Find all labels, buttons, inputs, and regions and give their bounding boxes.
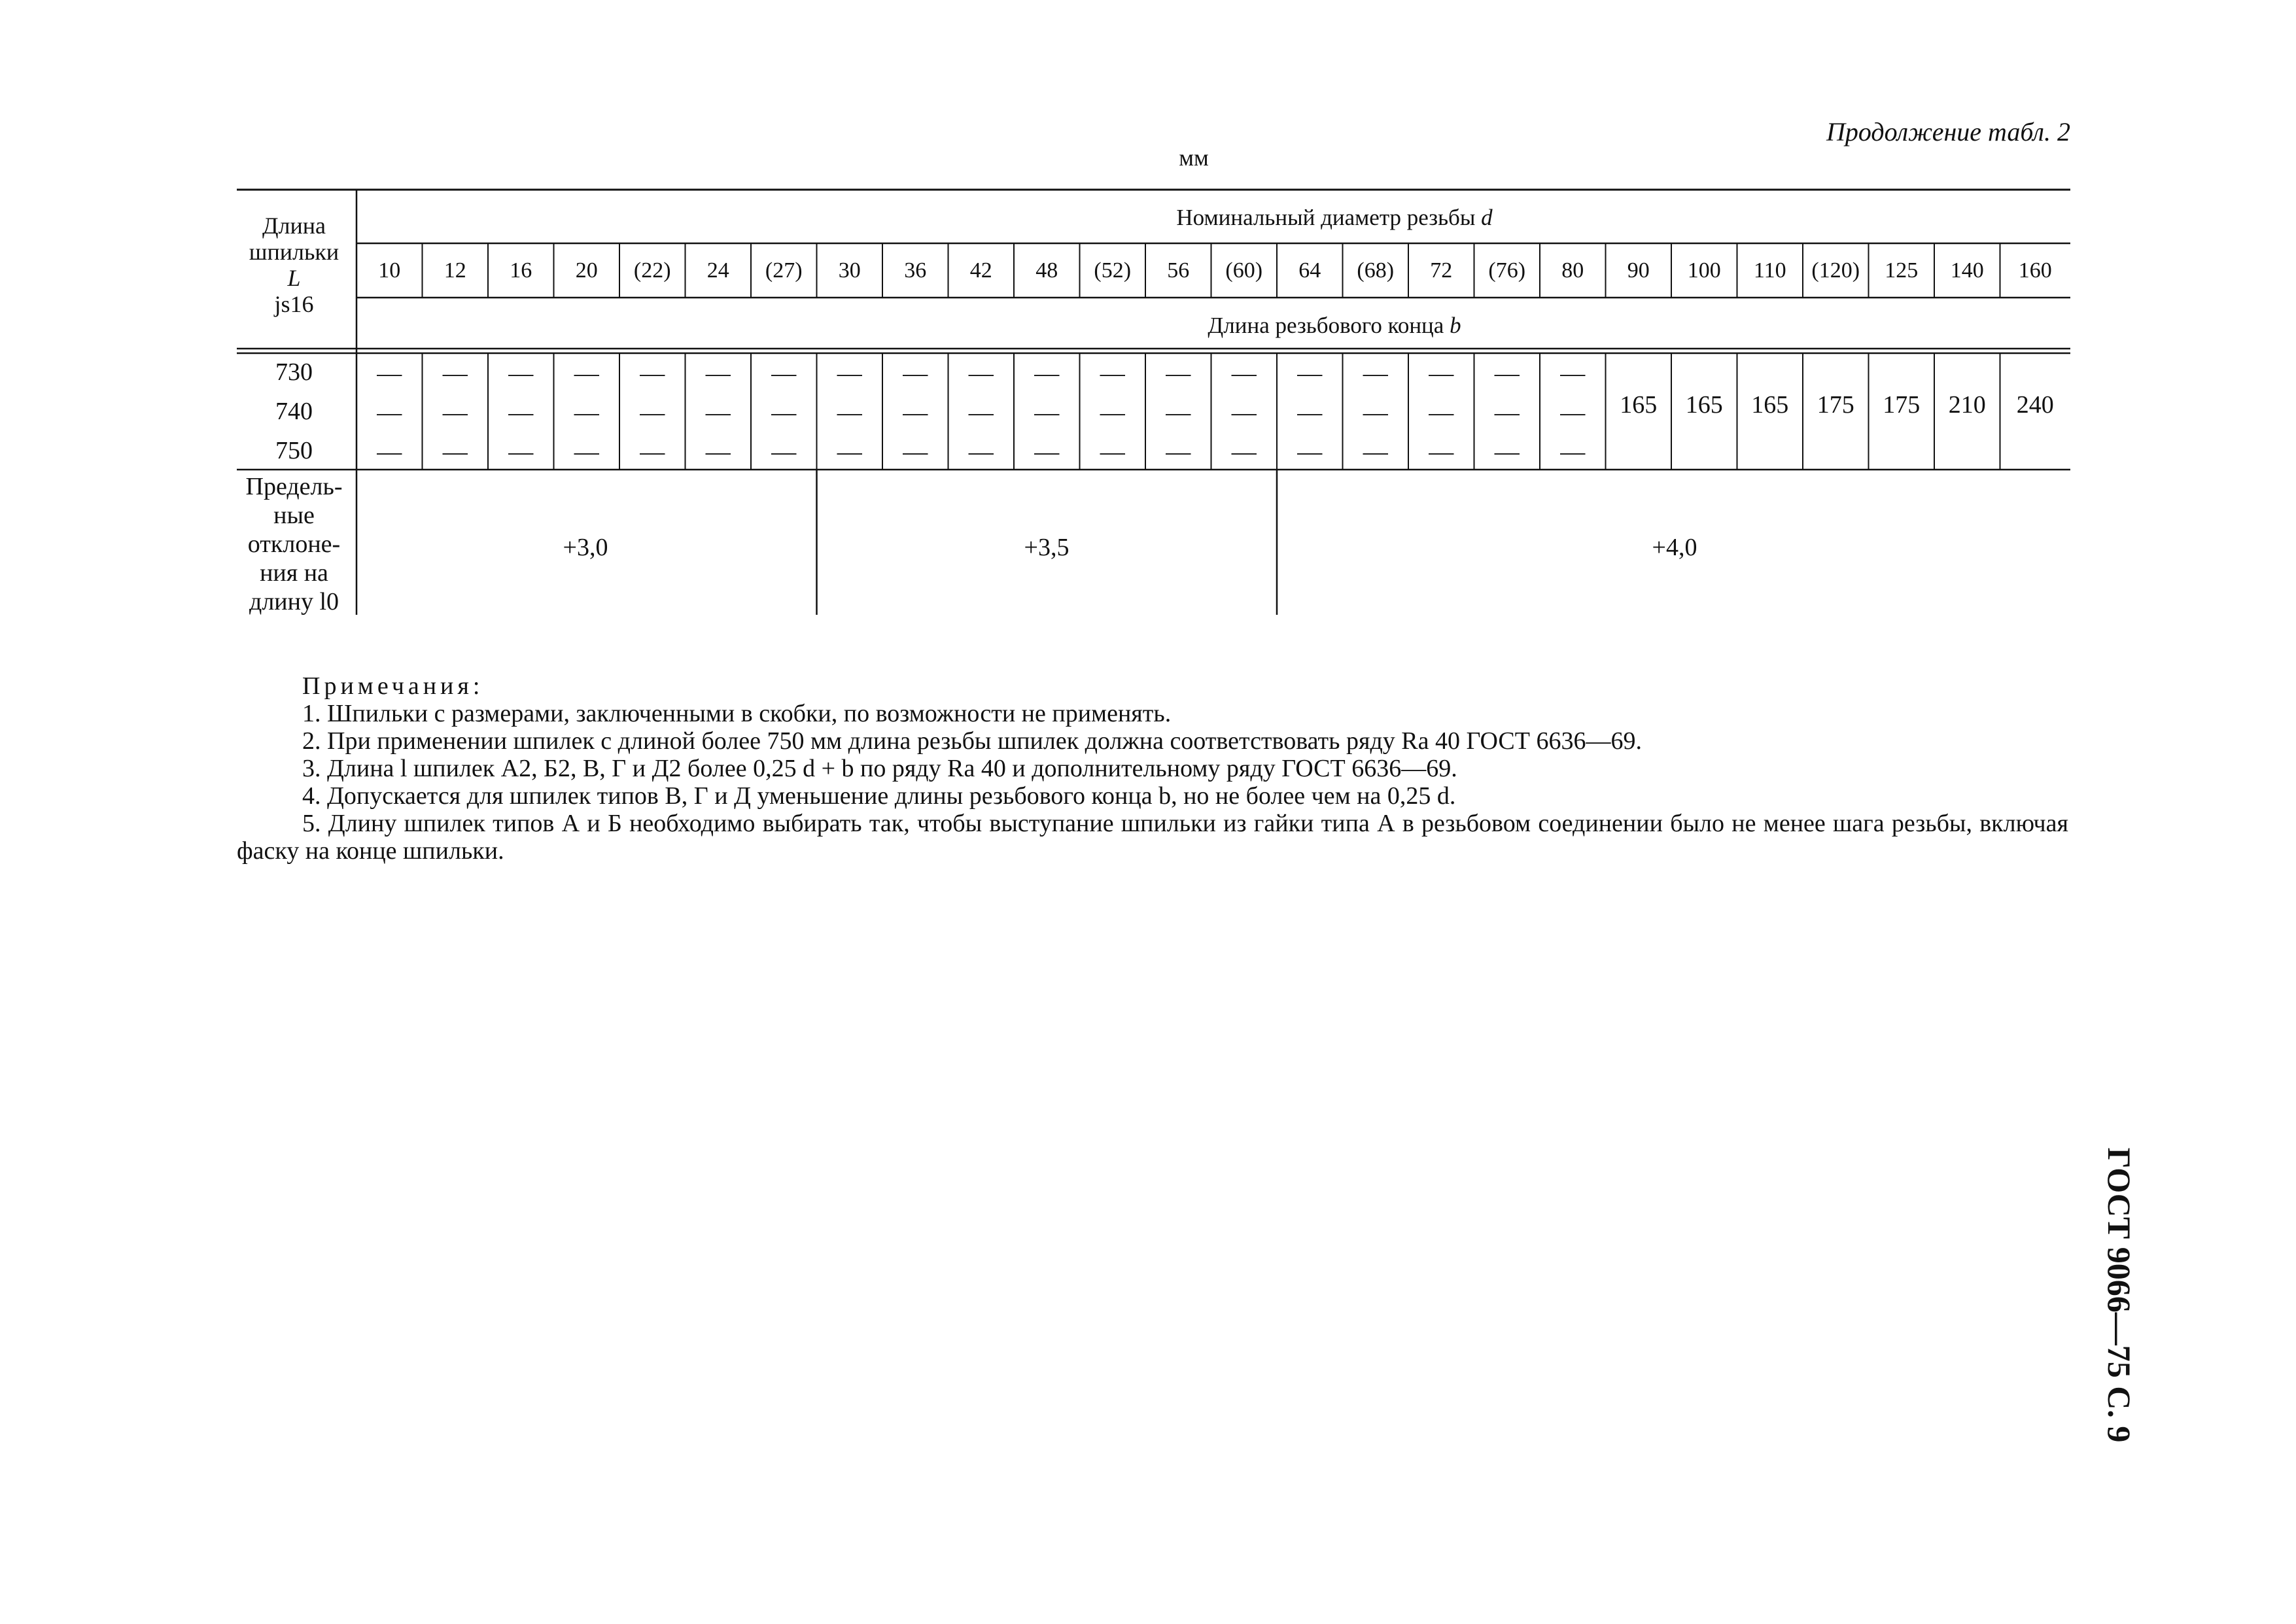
table-cell-dash: — — [837, 360, 862, 387]
document-code-vertical — [2103, 1138, 2136, 1452]
note-item: 2. При применении шпилек с длиной более 750 мм длина резьбы шпилек должна соответствовать ряду Ra 40 ГОСТ 6636—69. — [302, 727, 1642, 755]
bottom-header — [1007, 314, 1661, 337]
note-item: 4. Допускается для шпилек типов В, Г и Д уменьшение длины резьбового конца b, но не более чем на 0,25 d. — [302, 782, 1456, 810]
tolerance-value-1: +3,0 — [563, 534, 608, 561]
header-variable: b — [1450, 313, 1461, 338]
tolerance-value-2: +3,5 — [1024, 534, 1070, 561]
diameter-header-cell: 20 — [575, 258, 598, 283]
table-cell-dash: — — [640, 399, 665, 426]
stub-header — [237, 213, 351, 317]
table-cell-dash: — — [442, 438, 468, 466]
table-cell-dash: — — [837, 438, 862, 466]
row-label-740: 740 — [275, 398, 313, 425]
table-cell-dash: — — [968, 360, 994, 387]
table-cell-dash: — — [1297, 360, 1323, 387]
table-cell-dash: — — [771, 360, 797, 387]
table-continuation-caption: Продолжение табл. 2 — [1826, 117, 2070, 147]
table-cell-dash: — — [1034, 438, 1060, 466]
diameter-header-cell: (60) — [1225, 258, 1263, 283]
tolerance-label — [237, 472, 351, 616]
stub-line: шпильки — [249, 239, 339, 265]
document-code-text: ГОСТ 9066—75 С. 9 — [2101, 1147, 2138, 1443]
table-cell-dash: — — [1494, 360, 1520, 387]
table-cell-dash: — — [903, 438, 928, 466]
table-cell-dash: — — [1231, 360, 1257, 387]
table-cell-dash: — — [903, 360, 928, 387]
tolerance-label-line: Предель- — [245, 473, 343, 500]
diameter-header-cell: 110 — [1753, 258, 1786, 283]
diameter-header-cell: 16 — [510, 258, 532, 283]
table-cell-value: 240 — [2016, 391, 2054, 419]
header-variable: d — [1481, 205, 1493, 230]
table-cell-dash: — — [508, 399, 534, 426]
table-cell-dash: — — [640, 438, 665, 466]
table-cell-dash: — — [1297, 438, 1323, 466]
notes-heading: Примечания: — [302, 672, 484, 700]
tolerance-label-line: ния на — [260, 559, 328, 587]
table-cell-dash: — — [377, 438, 402, 466]
table-cell-dash: — — [574, 438, 599, 466]
tolerance-value-3: +4,0 — [1652, 534, 1697, 561]
diameter-header-cell: 56 — [1167, 258, 1190, 283]
table-cell-dash: — — [1231, 399, 1257, 426]
table-cell-dash: — — [1429, 438, 1454, 466]
table-cell-dash: — — [1100, 438, 1125, 466]
diameter-header-cell: 12 — [444, 258, 466, 283]
table-cell-dash: — — [1100, 360, 1125, 387]
table-cell-dash: — — [1034, 360, 1060, 387]
diameter-header-cell: (52) — [1094, 258, 1132, 283]
table-cell-dash: — — [1560, 399, 1586, 426]
table-cell-dash: — — [574, 399, 599, 426]
diameter-header-cell: 72 — [1430, 258, 1453, 283]
table-cell-dash: — — [1494, 438, 1520, 466]
tolerance-label-line: длину l0 — [249, 588, 339, 615]
diameter-header-cell: (27) — [765, 258, 803, 283]
notes-section — [237, 672, 2068, 865]
diameter-header-cell: (22) — [633, 258, 671, 283]
diameter-header-cell: 30 — [838, 258, 861, 283]
table-cell-value: 175 — [1817, 391, 1854, 419]
diameter-header-cell: 140 — [1950, 258, 1984, 283]
table-cell-dash: — — [1494, 399, 1520, 426]
table-cell-dash: — — [377, 360, 402, 387]
note-item: 1. Шпильки с размерами, заключенными в скобки, по возможности не применять. — [302, 700, 1172, 727]
diameter-header-cell: 42 — [969, 258, 992, 283]
table-cell-dash: — — [1429, 399, 1454, 426]
table-cell-dash: — — [1560, 438, 1586, 466]
table-cell-dash: — — [1166, 360, 1191, 387]
diameter-header-cell: 125 — [1885, 258, 1919, 283]
stub-line: js16 — [274, 291, 314, 317]
table-cell-dash: — — [1231, 438, 1257, 466]
diameter-header-cell: 10 — [378, 258, 401, 283]
table-cell-dash: — — [1363, 438, 1388, 466]
table-cell-dash: — — [837, 399, 862, 426]
table-cell-value: 175 — [1883, 391, 1921, 419]
table-cell-dash: — — [377, 399, 402, 426]
table-cell-dash: — — [968, 438, 994, 466]
table-cell-dash: — — [508, 360, 534, 387]
top-header — [1007, 206, 1661, 229]
table-cell-dash: — — [771, 438, 797, 466]
tolerance-label-line: ные — [273, 502, 315, 529]
table-cell-dash: — — [640, 360, 665, 387]
diameter-header-cell: 36 — [904, 258, 927, 283]
table-cell-dash: — — [771, 399, 797, 426]
diameter-header-cell: 160 — [2018, 258, 2052, 283]
units-label: мм — [1179, 145, 1209, 171]
tolerance-label-line: отклоне- — [247, 530, 341, 558]
stub-line: Длина — [262, 213, 326, 239]
diameter-header-cell: 80 — [1561, 258, 1584, 283]
table-cell-dash: — — [1100, 399, 1125, 426]
diameter-header-cell: (68) — [1357, 258, 1395, 283]
table-cell-dash: — — [968, 399, 994, 426]
table-cell-value: 165 — [1685, 391, 1723, 419]
diameter-header-cell: 24 — [706, 258, 729, 283]
table-cell-dash: — — [1363, 399, 1388, 426]
stub-line: L — [287, 265, 301, 291]
diameter-header-cell: 64 — [1298, 258, 1321, 283]
table-cell-dash: — — [705, 438, 731, 466]
diameter-header-cell: (76) — [1488, 258, 1526, 283]
row-label-730: 730 — [275, 358, 313, 386]
diameter-header-cell: 90 — [1627, 258, 1650, 283]
table-cell-dash: — — [1560, 360, 1586, 387]
note-item: 5. Длину шпилек типов А и Б необходимо выбирать так, чтобы выступание шпильки из гайки типа А в резьбовом соединении было не менее шага резьбы, включая фаску на конце шпильки. — [237, 810, 2068, 865]
table-cell-dash: — — [903, 399, 928, 426]
note-item: 3. Длина l шпилек А2, Б2, В, Г и Д2 более 0,25 d + b по ряду Ra 40 и дополнительному ряду ГОСТ 6636—69. — [302, 755, 1457, 782]
table-cell-value: 165 — [1751, 391, 1789, 419]
table-cell-value: 210 — [1948, 391, 1986, 419]
diameter-header-cell: 100 — [1687, 258, 1721, 283]
table-cell-dash: — — [1429, 360, 1454, 387]
top-header-text: Номинальный диаметр резьбы d — [1176, 205, 1493, 230]
row-label-750: 750 — [275, 437, 313, 464]
table-cell-dash: — — [1363, 360, 1388, 387]
diameter-header-cell: (120) — [1811, 258, 1860, 283]
bottom-header-text: Длина резьбового конца b — [1208, 313, 1461, 338]
table-cell-dash: — — [1034, 399, 1060, 426]
diameter-header-cell: 48 — [1035, 258, 1058, 283]
table-cell-dash: — — [1297, 399, 1323, 426]
table-cell-dash: — — [1166, 438, 1191, 466]
table-cell-dash: — — [705, 360, 731, 387]
table-cell-dash: — — [705, 399, 731, 426]
table-cell-dash: — — [574, 360, 599, 387]
table-cell-dash: — — [442, 360, 468, 387]
table-cell-dash: — — [508, 438, 534, 466]
table-cell-dash: — — [1166, 399, 1191, 426]
table-cell-value: 165 — [1620, 391, 1658, 419]
table-cell-dash: — — [442, 399, 468, 426]
